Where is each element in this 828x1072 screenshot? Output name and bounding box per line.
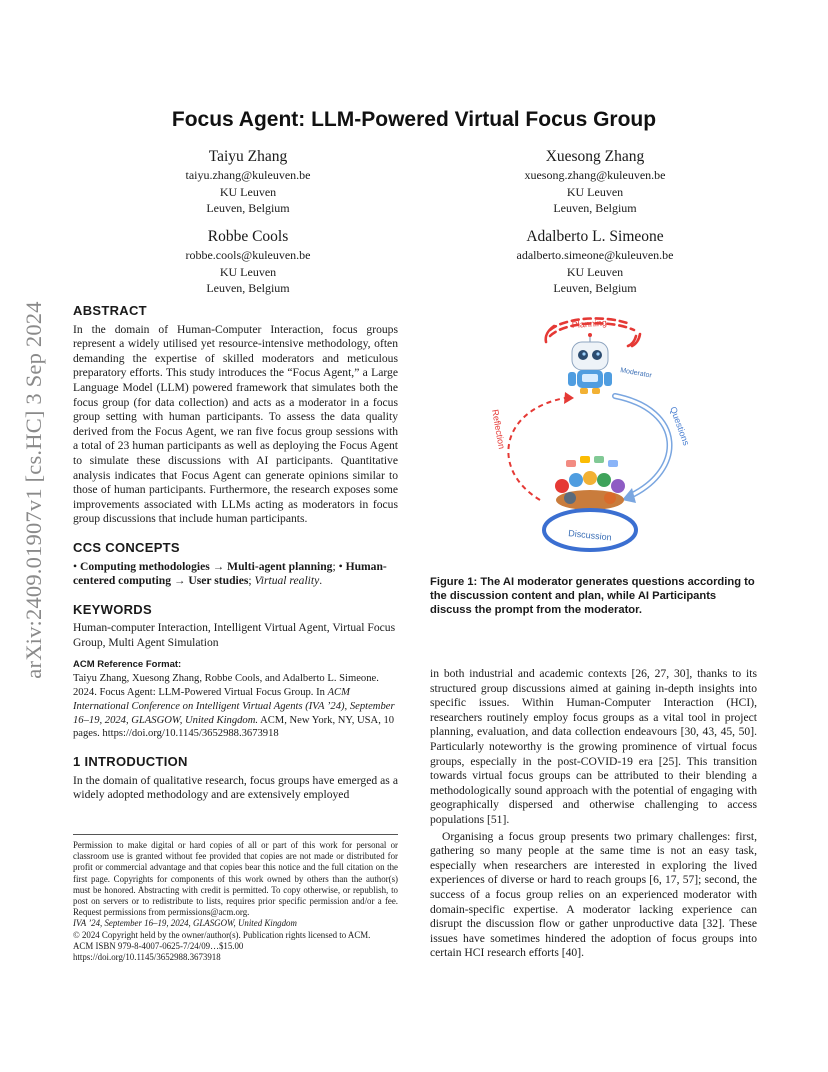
author-block bbox=[470, 147, 720, 217]
reference-part1: Taiyu Zhang, Xuesong Zhang, Robbe Cools, and Adalberto L. Simeone. 2024. Focus Agent: LLM-Powered Virtual Focus Group. In bbox=[73, 673, 379, 699]
introduction-text: In the domain of qualitative research, focus groups have emerged as a widely adopted methodology and are extensively employed bbox=[73, 773, 398, 802]
arxiv-id: arXiv:2409.01907v1 [cs.HC] 3 Sep 2024 bbox=[21, 301, 46, 679]
ccs-end: . bbox=[319, 574, 323, 588]
moderator-label: Moderator bbox=[619, 367, 653, 380]
author-affiliation: KU Leuven bbox=[219, 184, 277, 199]
introduction-heading: 1 INTRODUCTION bbox=[73, 754, 188, 770]
author-affiliation: KU Leuven bbox=[566, 264, 624, 279]
author-block bbox=[123, 227, 373, 297]
figure-1 bbox=[470, 300, 710, 562]
isbn-line: ACM ISBN 979-8-4007-0625-7/24/09…$15.00 bbox=[73, 940, 244, 951]
permission-footnote bbox=[73, 834, 398, 963]
author-name: Xuesong Zhang bbox=[545, 148, 645, 165]
reference-format bbox=[73, 658, 398, 741]
discussion-label: Discussion bbox=[567, 528, 613, 543]
author-affiliation: KU Leuven bbox=[566, 184, 624, 199]
ccs-bullet: • bbox=[73, 559, 80, 573]
ai-participants-icon bbox=[555, 456, 625, 510]
focus-agent-diagram bbox=[470, 300, 710, 562]
planning-label: Planning bbox=[571, 317, 608, 330]
author-location: Leuven, Belgium bbox=[206, 201, 290, 215]
ccs-separator: ; bbox=[248, 574, 255, 588]
author-block bbox=[123, 147, 373, 217]
author-email[interactable]: adalberto.simeone@kuleuven.be bbox=[516, 248, 674, 262]
paper-title: Focus Agent: LLM-Powered Virtual Focus Group bbox=[171, 108, 657, 131]
reference-text bbox=[73, 672, 398, 741]
author-location: Leuven, Belgium bbox=[553, 201, 637, 215]
doi-link[interactable]: https://doi.org/10.1145/3652988.3673918 bbox=[73, 952, 221, 963]
permission-text: Permission to make digital or hard copies of all or part of this work for personal or classroom use is granted without fee provided that copies are not made or distributed for profit or commercial advantage and that copies bear this notice and the full citation on the first page. Copyrights for components of this work owned by others than the author(s) must be honored. Abstracting with credit is permitted. To copy otherwise, or republish, to post on servers or to redistribute to lists, requires prior specific permission and/or a fee. Request permissions from permissions@acm.org. bbox=[73, 840, 398, 918]
introduction-paragraph: Organising a focus group presents two primary challenges: first, gathering so many people at the same time is not an easy task, especially when researchers are interested in exploring the lived experiences of diverse or hard to reach groups [6, 17, 57]; second, the success of a focus group relies on an experienced moderator with domain-specific expertise. A moderator lacking experience can disrupt the discussion flow or gather unproductive data [32]. These issues have sometimes hindered the adoption of focus groups into certain HCI research efforts [40]. bbox=[430, 829, 757, 960]
questions-arrow-icon bbox=[615, 396, 670, 496]
author-name: Robbe Cools bbox=[207, 228, 289, 245]
reference-part2: ACM, New York, NY, USA, 10 pages. https://doi.org/10.1145/3652988.3673918 bbox=[73, 714, 395, 740]
ccs-text bbox=[73, 560, 398, 589]
ccs-item: Human-centered computing → User studies bbox=[73, 559, 387, 588]
arxiv-sidebar bbox=[20, 290, 48, 690]
robot-moderator-icon bbox=[568, 333, 612, 394]
abstract-text: In the domain of Human-Computer Interaction, focus groups represent a widely utilised yet resource-intensive methodology, often demanding the expertise of skilled moderators and meticulous preparatory efforts. This study introduces the “Focus Agent,” a Large Language Model (LLM) powered framework that simulates both the focus group (for data collection) and acts as a moderator in a focus group setting with human participants. To assess the data quality derived from the Focus Agent, we ran five focus group sessions with a total of 23 human participants as well as deploying the Focus Agent to simulate these discussions with AI participants. Quantitative analysis indicates that Focus Agent can generate opinions similar to those of human participants. Furthermore, the research exposes some improvements associated with LLMs acting as moderators in focus group discussions that include human participants. bbox=[73, 322, 398, 526]
questions-arrowhead-icon bbox=[622, 488, 636, 503]
ccs-item: Virtual reality bbox=[254, 574, 320, 588]
left-column bbox=[73, 304, 398, 803]
author-email[interactable]: xuesong.zhang@kuleuven.be bbox=[524, 168, 666, 182]
keywords-heading: KEYWORDS bbox=[73, 601, 152, 617]
reference-heading: ACM Reference Format: bbox=[73, 659, 182, 671]
author-name: Taiyu Zhang bbox=[208, 148, 288, 165]
author-block bbox=[470, 227, 720, 297]
conference-line: IVA ’24, September 16–19, 2024, GLASGOW, United Kingdom bbox=[73, 918, 297, 929]
ccs-item: Computing methodologies → Multi-agent planning bbox=[79, 559, 333, 573]
author-email[interactable]: robbe.cools@kuleuven.be bbox=[185, 248, 311, 262]
reference-venue: ACM International Conference on Intelligent Virtual Agents (IVA ’24), September 16–19, 2024, GLASGOW, United Kingdom. bbox=[73, 687, 395, 726]
figure-caption: Figure 1: The AI moderator generates questions according to the discussion content and plan, while AI Participants discuss the prompt from the moderator. bbox=[430, 576, 755, 616]
ccs-heading: CCS CONCEPTS bbox=[73, 539, 180, 555]
copyright-line: © 2024 Copyright held by the owner/author(s). Publication rights licensed to ACM. bbox=[73, 929, 371, 940]
reflection-arrowhead-icon bbox=[564, 392, 574, 404]
introduction-paragraph: in both industrial and academic contexts [26, 27, 30], thanks to its structured group discussions aimed at gaining in-depth insights into specific issues. Within Human-Computer Interaction (HCI), researchers routinely employ focus groups as a vital tool in project planning, evaluation, and data collection endeavours [30, 43, 45, 50]. Particularly noteworthy is the growing prominence of virtual focus groups, especially in the post-COVID-19 era [25]. This transition towards virtual focus groups can be attributed to their blending a methodologically sound approach with the potential of engaging with geographically dispersed and otherwise challenging to access populations [51]. bbox=[430, 667, 757, 826]
author-location: Leuven, Belgium bbox=[206, 281, 290, 295]
author-location: Leuven, Belgium bbox=[553, 281, 637, 295]
author-name: Adalberto L. Simeone bbox=[526, 228, 664, 245]
questions-label: Questions bbox=[668, 405, 692, 447]
keywords-text: Human-computer Interaction, Intelligent Virtual Agent, Virtual Focus Group, Multi Agent Simulation bbox=[73, 621, 396, 649]
abstract-heading: ABSTRACT bbox=[73, 303, 147, 318]
right-column bbox=[430, 667, 757, 961]
author-email[interactable]: taiyu.zhang@kuleuven.be bbox=[185, 168, 311, 182]
reflection-label: Reflection bbox=[490, 408, 507, 450]
author-affiliation: KU Leuven bbox=[219, 264, 277, 279]
ccs-separator: ; • bbox=[332, 559, 346, 573]
